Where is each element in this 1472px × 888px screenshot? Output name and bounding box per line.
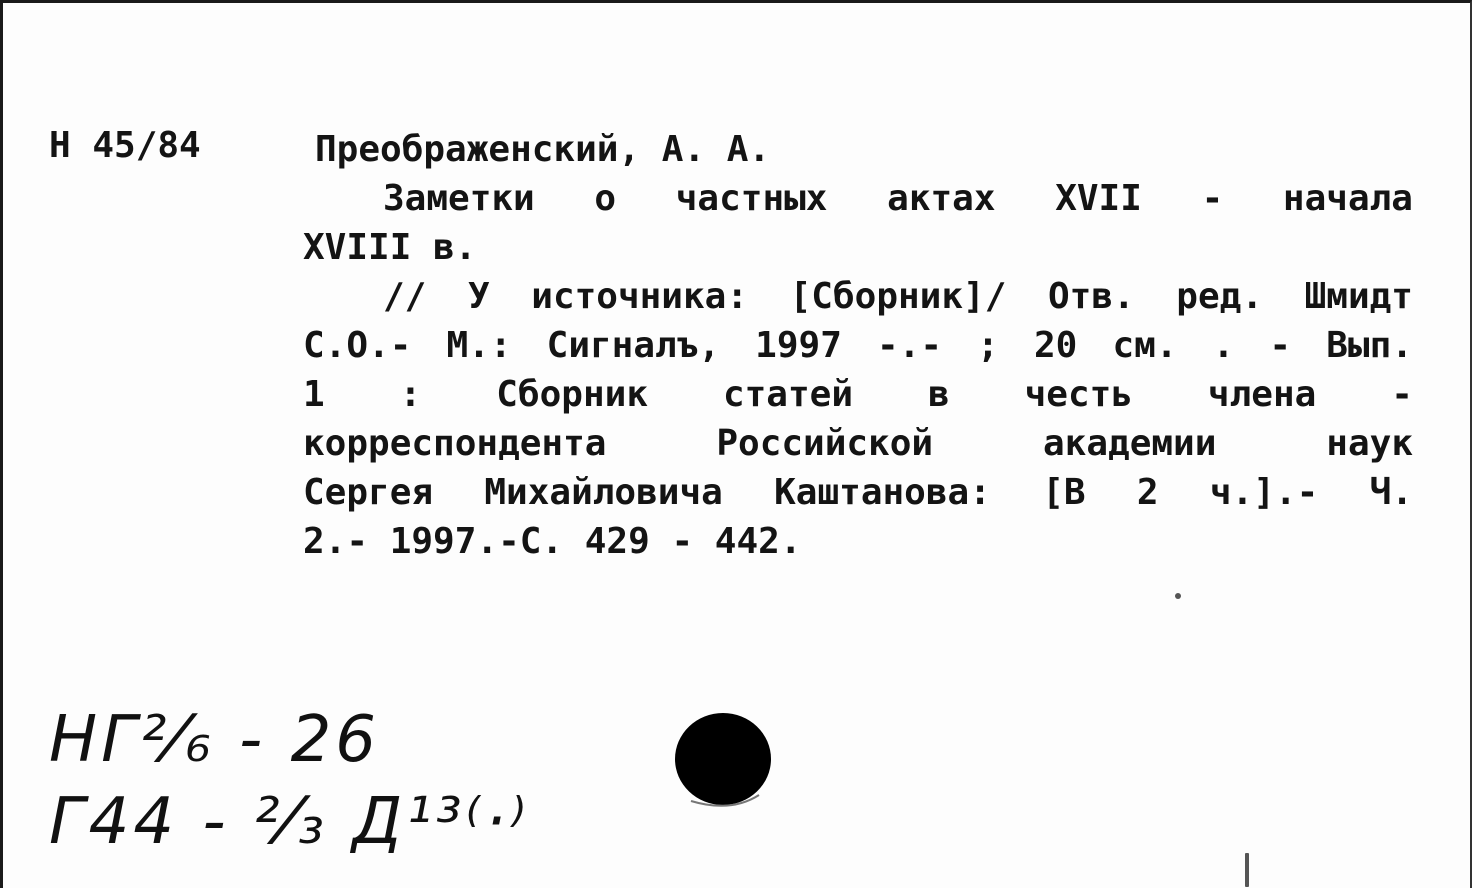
shelfmark: Н 45/84 <box>49 125 201 166</box>
source-word: 2 <box>1136 472 1159 513</box>
source-word: статей <box>722 374 853 415</box>
handwritten-note-1: НГ²⁄₆ - 26 <box>49 703 380 777</box>
source-word: У <box>467 276 490 317</box>
source-word: корреспондента <box>303 423 607 464</box>
source-word: члена <box>1207 374 1317 415</box>
source-word: Сергея <box>303 472 434 513</box>
source-line: 2.- 1997.-С. 429 - 442. <box>303 521 802 562</box>
source-word: академии <box>1043 423 1217 464</box>
source-word: [Сборник]/ <box>789 276 1007 317</box>
source-line <box>303 419 1413 468</box>
source-word: Сборник <box>496 374 648 415</box>
source-word: ред. <box>1176 276 1263 317</box>
source-word: - <box>1269 325 1292 366</box>
source-word: [В <box>1042 472 1086 513</box>
title-word: - <box>1201 178 1224 219</box>
bibliographic-entry <box>303 125 1413 566</box>
title-word: XVII <box>1055 178 1142 219</box>
title-word: Заметки <box>383 178 535 219</box>
source-word: - <box>1391 374 1413 415</box>
source-word: 1 <box>303 374 325 415</box>
source-line <box>303 468 1413 517</box>
title-line: XVIII в. <box>303 227 477 268</box>
source-line <box>303 370 1413 419</box>
source-word: -.- <box>877 325 943 366</box>
source-word: Вып. <box>1326 325 1413 366</box>
source-word: в <box>927 374 950 415</box>
title-word: начала <box>1282 178 1413 219</box>
source-line <box>303 321 1413 370</box>
source-word: Шмидт <box>1304 276 1413 317</box>
source-word: ч.].- <box>1209 472 1319 513</box>
source-block <box>303 272 1413 566</box>
source-word: честь <box>1024 374 1133 415</box>
title-word: актах <box>887 178 996 219</box>
source-word: см. <box>1112 325 1178 366</box>
source-line <box>303 272 1413 321</box>
source-word: 1997 <box>755 325 842 366</box>
title-word: частных <box>675 178 828 219</box>
source-word: : <box>399 374 422 415</box>
handwritten-note-2: Г44 - ²⁄₃ Д¹³⁽·⁾ <box>49 785 530 859</box>
source-word: С.О.- <box>303 325 412 366</box>
title-block <box>303 174 1413 272</box>
source-word: наук <box>1326 423 1413 464</box>
source-word: Ч. <box>1369 472 1413 513</box>
scan-speck <box>1175 593 1181 599</box>
title-line <box>303 174 1413 223</box>
source-word: источника: <box>531 276 749 317</box>
source-word: 20 <box>1033 325 1078 366</box>
author-line: Преображенский, А. А. <box>315 129 771 170</box>
title-word: о <box>594 178 617 219</box>
source-word: Российской <box>716 423 934 464</box>
source-word: М.: <box>446 325 512 366</box>
source-word: ; <box>977 325 999 366</box>
source-word: Михайловича <box>484 472 723 513</box>
source-word: Отв. <box>1047 276 1135 317</box>
source-word: Каштанова: <box>774 472 991 513</box>
source-word: // <box>383 276 427 317</box>
source-word: . <box>1212 325 1235 366</box>
punch-hole-icon <box>671 709 781 809</box>
scan-mark <box>1245 853 1249 887</box>
source-word: Сигналъ, <box>546 325 721 366</box>
